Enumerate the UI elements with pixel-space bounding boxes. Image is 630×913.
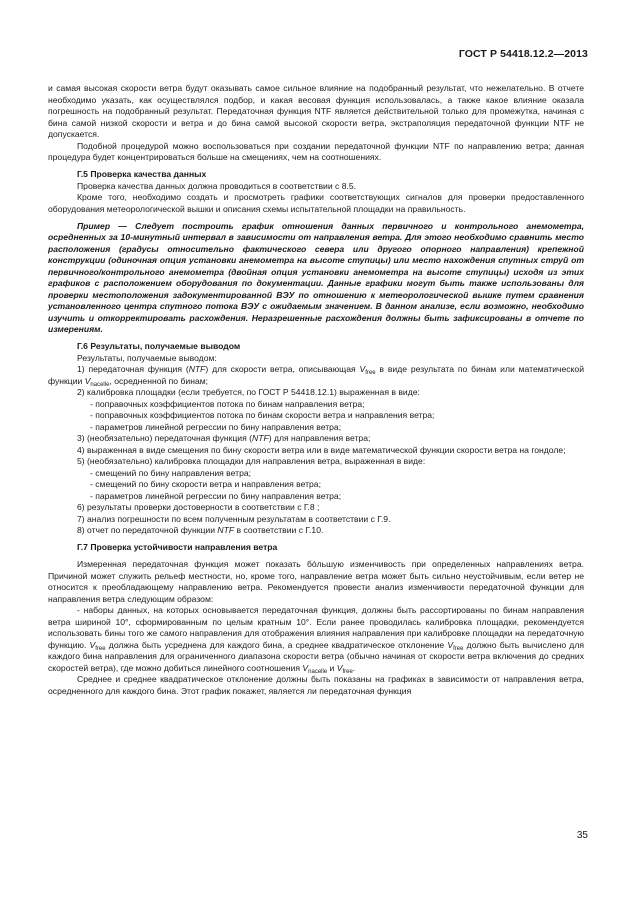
section-heading-g6: Г.6 Результаты, получаемые выводом: [77, 341, 241, 351]
paragraph-graphs-check: Кроме того, необходимо создать и просмотреть графики соответствующих сигналов для проверки предоставленного оборудования метеорологической вышки и описания схемы испытательной площадки на правильность.: [48, 192, 584, 214]
result-item-1: 1) передаточная функция (NTF) для скорости ветра, описывающая $V_{free}$ в виде результата по бинам или математической функции $V_{nacelle}$, осредненной по бинам;: [48, 364, 584, 388]
standard-header: ГОСТ Р 54418.12.2—2013: [458, 48, 588, 60]
paragraph-direction-note: Подобной процедурой можно воспользоваться при создании передаточной функции NTF по направлению ветра; данная процедура будет концентрироваться больше на смещениях, чем на соотношениях.: [48, 140, 584, 162]
section-heading-g5: Г.5 Проверка качества данных: [77, 169, 207, 179]
paragraph-quality-check: Проверка качества данных должна проводиться в соответствии с 8.5.: [77, 180, 357, 191]
list-item: - параметров линейной регрессии по бину направления ветра;: [90, 421, 342, 432]
page-number: 35: [576, 830, 588, 841]
result-item-7: 7) анализ погрешности по всем полученным результатам в соответствии с Г.9.: [77, 513, 391, 524]
result-item-5: 5) (необязательно) калибровка площадки для направления ветра, выраженная в виде:: [77, 456, 426, 466]
list-item: - поправочных коэффициентов потока по бинам направления ветра;: [90, 398, 365, 409]
example-paragraph: Пример — Следует построить график отношения данных первичного и контрольного анемометра, осредненных за 10-минутный интервал в зависимости от направления ветра. Для этого необходимо сравнить место расположения (градусы относительно фактического севера или другого опорного направления) крепежной конструкции (одиночная опция установки анемометра на высоте ступицы) или место нахождения спутных струй от первичного/контрольного анемометра (двойная опция установки анемометра на высоте ступицы) исходя из этих графиков с расположением оборудования по документации. Данные графики могут быть также использованы для проверки местоположения задокументированной ВЭУ по отношению к метеорологической вышке путем сравнения установленного центра спутного потока ВЭУ с ожидаемым значением. В данном анализе, если возможно, необходимо изучить и откорректировать расхождения. Неразрешенные расхождения должны быть зафиксированы в отчете по измерениям.: [48, 220, 584, 334]
list-item: - смещений по бину направления ветра;: [90, 467, 252, 478]
paragraph-binning: - наборы данных, на которых основывается передаточная функция, должны быть рассортированы по бинам направления ветра шириной 10°, сформированным по целым кратным 10°. Если ранее проводилась калибровка площадки, рекомендуется использовать бины того же самого направления для отображения влияния направления при калибровке площадки на передаточную функцию. $V_{free}$ должна быть усреднена для каждого бина, а среднее квадратическое отклонение $V_{free}$ должно быть вычислено для каждого бина направления для ограниченного диапазона скорости ветра (обычно начиная от скорости ветра включения до средних скоростей ветра), где можно добиться линейного соотношения $V_{nacelle}$ и $V_{free}$.: [48, 605, 584, 675]
result-item-6: 6) результаты проверки достоверности в соответствии с Г.8 ;: [77, 502, 320, 512]
result-item-2: 2) калибровка площадки (если требуется, по ГОСТ Р 54418.12.1) выраженная в виде:: [77, 387, 420, 397]
page-body: [48, 83, 584, 697]
results-intro: Результаты, получаемые выводом:: [77, 352, 217, 363]
result-item-8: 8) отчет по передаточной функции NTF в соответствии с Г.10.: [77, 525, 324, 535]
result-item-4: 4) выраженная в виде смещения по бину скорости ветра или в виде математической функции скорости ветра на гондоле;: [77, 444, 566, 455]
paragraph-variability: Измеренная передаточная функция может показать бóльшую изменчивость при определенных направлениях ветра. Причиной может служить рельеф местности, но, кроме того, направление ветра может быть сильно неустойчивым, если ветер не относится к преобладающему направлению ветра. Рекомендуется провести анализ изменчивости передаточной функции для направления ветра следующим образом:: [48, 559, 584, 604]
section-heading-g7: Г.7 Проверка устойчивости направления ветра: [77, 542, 278, 552]
result-item-3: 3) (необязательно) передаточная функция (NTF) для направления ветра;: [77, 433, 371, 443]
paragraph-graphs: Среднее и среднее квадратическое отклонение должны быть показаны на графиках в зависимости от направления ветра, осредненного для каждого бина. Этот график покажет, является ли передаточная функция: [48, 674, 584, 696]
list-item: - параметров линейной регрессии по бину направления ветра;: [90, 490, 342, 501]
paragraph-fit-note: и самая высокая скорости ветра будут оказывать самое сильное влияние на подобранный результат, что нежелательно. В отчете необходимо указать, как осуществлялся подбор, и какая весовая функция использовалась, а также какое влияние оказала погрешность на подобранный результат. Передаточная функция NTF является действительной только для промежутка, начиная с бина самой низкой скорости и ветра и до бина самой высокой скорости ветра, экстраполяция передаточной функции NTF не допускается.: [48, 83, 584, 139]
list-item: - поправочных коэффициентов потока по бинам скорости ветра и направления ветра;: [90, 410, 435, 420]
list-item: - смещений по бину скорости ветра и направления ветра;: [90, 479, 321, 489]
